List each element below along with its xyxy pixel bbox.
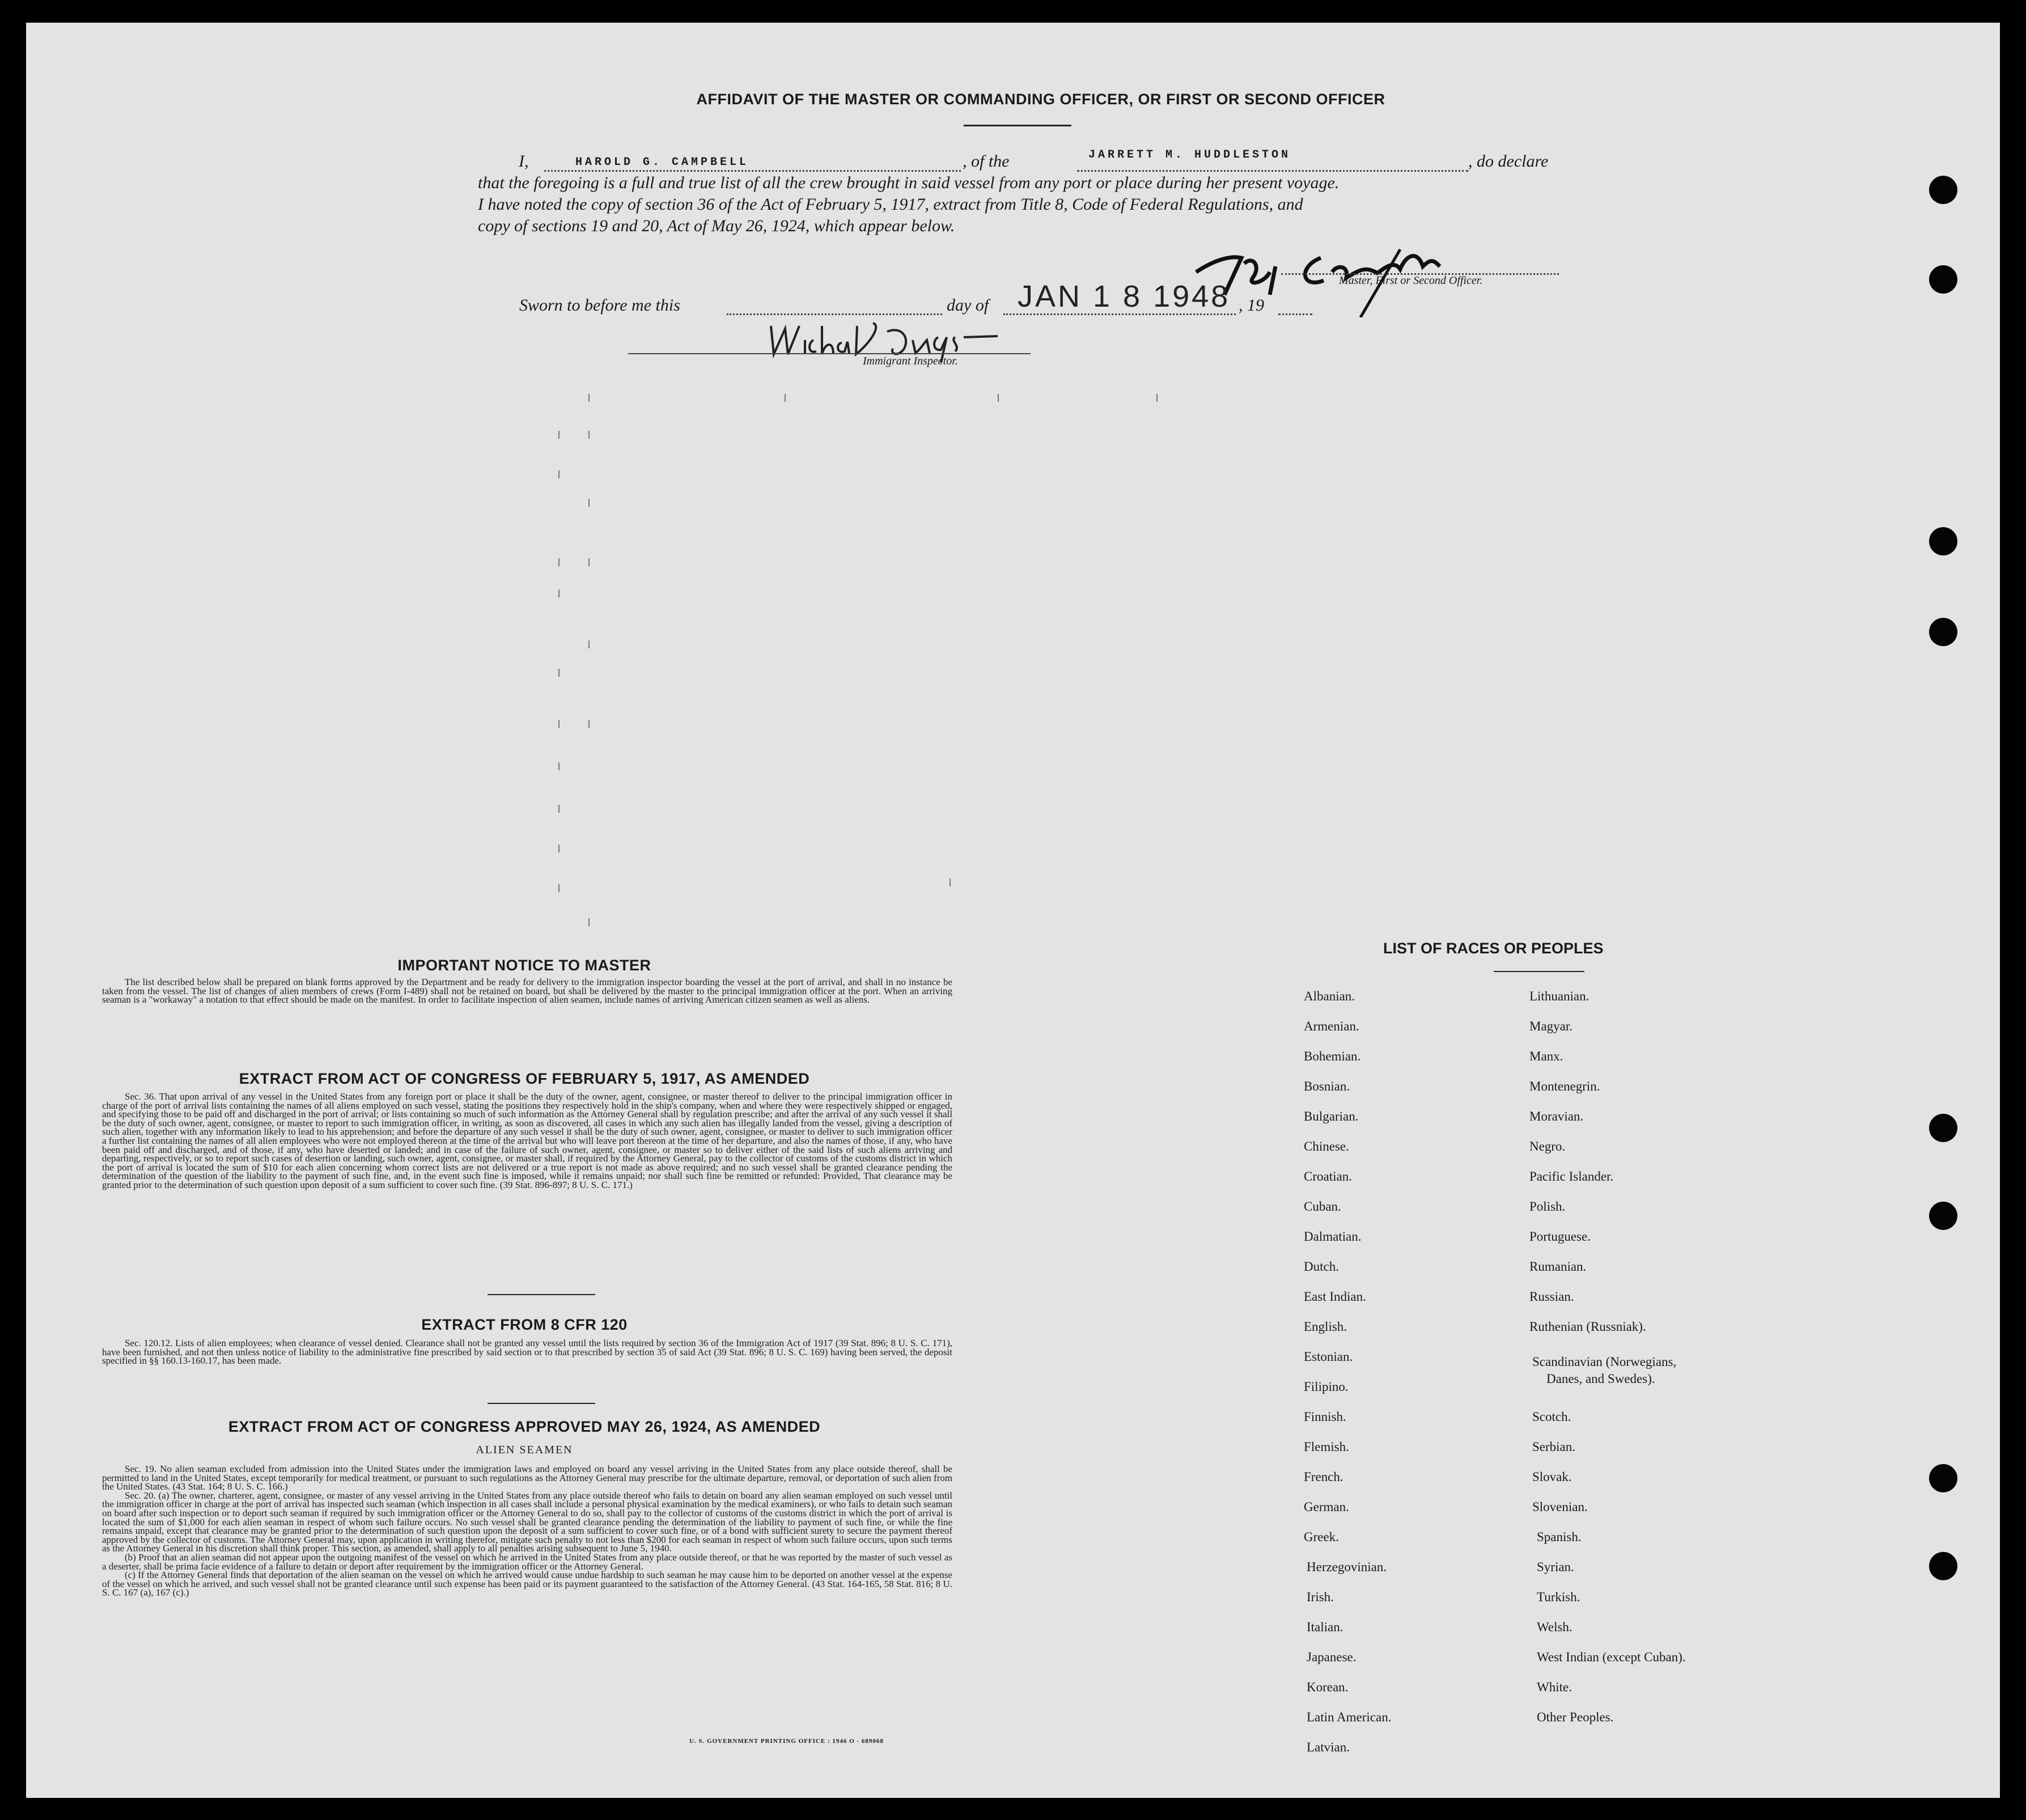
title-rule xyxy=(964,125,1071,126)
tick-mark xyxy=(558,669,560,677)
race-left-item: East Indian. xyxy=(1304,1289,1366,1304)
tick-mark xyxy=(558,884,560,892)
race-left-item: Dalmatian. xyxy=(1304,1229,1362,1244)
race-right-item: Lithuanian. xyxy=(1529,989,1590,1003)
race-left-item: Albanian. xyxy=(1304,989,1355,1003)
race-right-item: Scotch. xyxy=(1532,1410,1571,1424)
tick-mark xyxy=(558,762,560,770)
race-right-item: Polish. xyxy=(1529,1199,1566,1214)
affidavit-line-4: copy of sections 19 and 20, Act of May 26, 1924, which appear below. xyxy=(478,217,955,235)
section-20c-paragraph: (c) If the Attorney General finds that deportation of the alien seaman on the vessel on which he arrived would cause undue hardship to such seaman he may cause him to be deported on another vessel at the expense of the vessel on which he arrived, and such vessel shall not be granted clearance until such expense has been paid or its payment guaranteed to the satisfaction of the Attorney General. (43 Stat. 164-165, 58 Stat. 816; 8 U. S. C. 167 (a), 167 (c).) xyxy=(102,1569,952,1598)
tick-mark xyxy=(588,720,590,728)
tick-mark xyxy=(558,431,560,439)
notice-body xyxy=(102,978,952,1004)
race-right-item: Negro. xyxy=(1529,1139,1566,1153)
punch-hole xyxy=(1929,1202,1957,1230)
race-right-item: Slovenian. xyxy=(1532,1500,1588,1514)
race-left-item: Cuban. xyxy=(1304,1199,1341,1214)
race-right-item: Turkish. xyxy=(1537,1590,1580,1604)
race-left-item: Chinese. xyxy=(1304,1139,1349,1153)
race-right-item: Russian. xyxy=(1529,1289,1574,1304)
tick-mark xyxy=(785,394,786,402)
race-right-item: Portuguese. xyxy=(1529,1229,1591,1244)
tick-mark xyxy=(558,720,560,728)
race-left-item: Finnish. xyxy=(1304,1410,1346,1424)
inspector-caption: Immigrant Inspector. xyxy=(863,355,958,367)
race-right-item: Serbian. xyxy=(1532,1440,1576,1454)
race-right-item: Syrian. xyxy=(1537,1560,1574,1574)
race-right-item: Pacific Islander. xyxy=(1529,1169,1614,1183)
notice-paragraph: The list described below shall be prepared on blank forms approved by the Department and be ready for delivery to the immigration inspector boarding the vessel at the port of arrival, and shall in no instance be taken from the vessel. The list of changes of alien members of crews (Form I-489) shall not be retained on board, but shall be delivered by the master to the principal immigration officer at the port. When an arriving seaman is a "workaway" a notation to that effect should be made on the manifest. In order to facilitate inspection of alien seamen, include names of arriving American citizen seamen as well as aliens. xyxy=(102,977,952,1006)
race-left-item: English. xyxy=(1304,1320,1347,1334)
punch-hole xyxy=(1929,1114,1957,1142)
tick-mark xyxy=(558,845,560,852)
race-left-item: Estonian. xyxy=(1304,1350,1353,1364)
race-right-item: Ruthenian (Russniak). xyxy=(1529,1320,1646,1334)
race-left-item: Dutch. xyxy=(1304,1259,1339,1274)
section-120-paragraph: Sec. 120.12. Lists of alien employees; when clearance of vessel denied. Clearance shall not be granted any vessel until the lists required by section 36 of the Immigration Act of 1917 (39 Stat. 896; 8 U. S. C. 171), have been furnished, and not then unless notice of liability to the administrative fine prescribed by said section or to that prescribed by section 35 of said Act (39 Stat. 896; 8 U. S. C. 169) having been served, the deposit specified in §§ 160.13-160.17, has been made. xyxy=(102,1338,952,1367)
divider xyxy=(488,1403,595,1404)
race-left-item: Croatian. xyxy=(1304,1169,1352,1183)
printer-imprint: U. S. GOVERNMENT PRINTING OFFICE : 1946 O - 689068 xyxy=(689,1738,884,1745)
section-19-paragraph: Sec. 19. No alien seaman excluded from admission into the United States under the immigration laws and employed on board any vessel arriving in the United States from any place outside thereof, shall be permitted to land in the United States, except temporarily for medical treatment, or pursuant to such regulations as the Attorney General may prescribe for the ultimate departure, removal, or deportation of such alien from the United States. (43 Stat. 164; 8 U. S. C. 166.) xyxy=(102,1463,952,1492)
race-left-item: Armenian. xyxy=(1304,1019,1359,1033)
tick-mark xyxy=(998,394,999,402)
race-right-item: Magyar. xyxy=(1529,1019,1573,1033)
race-right-item: West Indian (except Cuban). xyxy=(1537,1650,1686,1664)
extract-cfr-title: EXTRACT FROM 8 CFR 120 xyxy=(421,1316,628,1333)
alien-seamen-subtitle: ALIEN SEAMEN xyxy=(476,1444,573,1456)
race-left-item: Italian. xyxy=(1307,1620,1343,1634)
declarant-name: HAROLD G. CAMPBELL xyxy=(575,156,749,169)
punch-hole xyxy=(1929,1464,1957,1492)
race-right-item: Slovak. xyxy=(1532,1470,1572,1484)
races-title: LIST OF RACES OR PEOPLES xyxy=(1383,940,1604,957)
race-right-item: Spanish. xyxy=(1537,1530,1582,1544)
race-left-item: Korean. xyxy=(1307,1680,1349,1694)
tick-mark xyxy=(588,918,590,926)
affidavit-line-3: I have noted the copy of section 36 of the Act of February 5, 1917, extract from Title 8, Code of Federal Regulations, and xyxy=(478,195,1303,214)
punch-hole xyxy=(1929,1552,1957,1580)
section-20a-paragraph: Sec. 20. (a) The owner, charterer, agent, consignee, or master of any vessel arriving in the United States from any place outside thereof who fails to detain on board any alien seaman employed on such vessel until the immigration officer in charge at the port of arrival has inspected such seaman (which inspection in all cases shall include a personal physical examination by the medical examiners), or who fails to detain such seaman on board after such inspection or to deport such seaman if required by such immigration officer or the Attorney General to do so, shall pay to the collector of customs of the customs district in which the port of arrival is located the sum of $1,000 for each alien seaman in respect of whom such failure occurs. No such vessel shall be granted clearance pending the determination of the liability to payment of such fine, or while the fine remains unpaid, except that clearance may be granted prior to the determination of such question upon the deposit of a sum sufficient to cover such fine, or of a bond with sufficient surety to secure the payment thereof approved by the collector of customs. The Attorney General may, upon application in writing therefor, mitigate such penalty to not less than $200 for each seaman in respect of whom such failure occurs, upon such terms as the Attorney General in his discretion shall think proper. This section, as amended, shall apply to all penalties arising subsequent to June 5, 1940. xyxy=(102,1490,952,1554)
punch-hole xyxy=(1929,265,1957,294)
race-left-item: Latvian. xyxy=(1307,1740,1350,1754)
races-title-rule xyxy=(1494,971,1584,972)
race-left-item: Filipino. xyxy=(1304,1380,1349,1394)
tick-mark xyxy=(588,499,590,507)
extract-1917-body xyxy=(102,1092,952,1190)
vessel-name: JARRETT M. HUDDLESTON xyxy=(1088,149,1291,162)
race-left-item: Irish. xyxy=(1307,1590,1334,1604)
year-label: , 19 xyxy=(1239,296,1264,315)
extract-1924-body xyxy=(102,1465,952,1597)
race-left-item: Herzegovinian. xyxy=(1307,1560,1387,1574)
race-right-item: Moravian. xyxy=(1529,1109,1584,1123)
of-the-label: , of the xyxy=(963,152,1010,171)
tick-mark xyxy=(1156,394,1158,402)
affidavit-line-1 xyxy=(519,152,529,171)
race-right-item: Scandinavian (Norwegians, xyxy=(1532,1355,1677,1369)
tick-mark xyxy=(588,394,590,402)
race-right-item: Danes, and Swedes). xyxy=(1546,1372,1655,1386)
race-left-item: German. xyxy=(1304,1500,1349,1514)
extract-1924-title: EXTRACT FROM ACT OF CONGRESS APPROVED MAY 26, 1924, AS AMENDED xyxy=(228,1418,821,1435)
race-right-item: Montenegrin. xyxy=(1529,1079,1600,1093)
race-left-item: Latin American. xyxy=(1307,1710,1392,1724)
affidavit-line-2: that the foregoing is a full and true list of all the crew brought in said vessel from any port or place during her present voyage. xyxy=(478,173,1340,192)
extract-cfr-body xyxy=(102,1339,952,1365)
extract-1917-title: EXTRACT FROM ACT OF CONGRESS OF FEBRUARY 5, 1917, AS AMENDED xyxy=(239,1070,810,1087)
race-left-item: Bohemian. xyxy=(1304,1049,1361,1063)
affidavit-title: AFFIDAVIT OF THE MASTER OR COMMANDING OFFICER, OR FIRST OR SECOND OFFICER xyxy=(696,91,1385,108)
master-caption: Master, First or Second Officer. xyxy=(1339,274,1483,287)
inspector-signature-line xyxy=(628,353,1031,354)
sworn-label: Sworn to before me this xyxy=(519,296,680,315)
vessel-blank xyxy=(1077,170,1468,172)
notice-title: IMPORTANT NOTICE TO MASTER xyxy=(397,957,651,974)
date-stamp: JAN 1 8 1948 xyxy=(1018,279,1231,313)
section-36-paragraph: Sec. 36. That upon arrival of any vessel in the United States from any foreign port or place it shall be the duty of the owner, agent, consignee, or master thereof to deliver to the principal immigration officer in charge of the port of arrival lists containing the names of all aliens employed on such vessel, stating the positions they respectively hold in the ship's company, when and where they were respectively shipped or engaged, and specifying those to be paid off and discharged in the port of arrival; or lists containing so much of such information as the Attorney General shall by regulation prescribe; and after the arrival of any such vessel it shall be the duty of such owner, agent, consignee, or master to report to such immigration officer, in writing, as soon as discovered, all cases in which any such alien has illegally landed from the vessel, giving a description of such alien, together with any information likely to lead to his apprehension; and before the departure of any such vessel it shall be the duty of such owner, agent, consignee, or master to deliver to such immigration officer a further list containing the names of all alien employees who were not employed thereon at the time of the arrival but who will leave port thereon at the time of her departure, and also the names of those, if any, who have been paid off and discharged, and of those, if any, who have deserted or landed; and in case of the failure of such owner, agent, consignee, or master so to deliver either of the said lists of such aliens arriving and departing, respectively, or so to report such cases of desertion or landing, such owner, agent, consignee, or master shall, if required by the Attorney General, pay to the collector of customs of the customs district in which the port of arrival is located the sum of $10 for each alien concerning whom correct lists are not delivered or a true report is not made as above required; and no such vessel shall be granted clearance pending the determination of the question of the liability to the payment of such fine, and, in the event such fine is imposed, while it remains unpaid; nor shall such fine be remitted or refunded: Provided, That clearance may be granted prior to the determination of such question upon deposit of a sum sufficient to cover such fine. (39 Stat. 896-897; 8 U. S. C. 171.) xyxy=(102,1091,952,1190)
race-right-item: Welsh. xyxy=(1537,1620,1573,1634)
tick-mark xyxy=(558,589,560,597)
sworn-year-blank xyxy=(1278,313,1312,315)
race-left-item: Bosnian. xyxy=(1304,1079,1350,1093)
punch-hole xyxy=(1929,527,1957,555)
tick-mark xyxy=(588,431,590,439)
race-left-item: French. xyxy=(1304,1470,1343,1484)
i-label: I, xyxy=(519,152,529,171)
tick-mark xyxy=(588,640,590,648)
race-left-item: Flemish. xyxy=(1304,1440,1349,1454)
race-left-item: Greek. xyxy=(1304,1530,1339,1544)
divider xyxy=(488,1294,595,1295)
declare-label: , do declare xyxy=(1468,152,1549,171)
race-right-item: Rumanian. xyxy=(1529,1259,1587,1274)
tick-mark xyxy=(950,879,951,886)
name-blank xyxy=(544,170,961,172)
punch-hole xyxy=(1929,176,1957,204)
race-left-item: Japanese. xyxy=(1307,1650,1357,1664)
race-right-item: Manx. xyxy=(1529,1049,1563,1063)
race-right-item: White. xyxy=(1537,1680,1572,1694)
tick-mark xyxy=(588,558,590,566)
tick-mark xyxy=(558,470,560,478)
tick-mark xyxy=(558,805,560,813)
race-right-item: Other Peoples. xyxy=(1537,1710,1614,1724)
tick-mark xyxy=(558,558,560,566)
day-of-label: day of xyxy=(947,296,989,315)
race-left-item: Bulgarian. xyxy=(1304,1109,1359,1123)
section-20b-paragraph: (b) Proof that an alien seaman did not appear upon the outgoing manifest of the vessel on which he arrived in the United States from any place outside thereof, or that he was reported by the master of such vessel as a deserter, shall be prima facie evidence of a failure to detain or deport after requirement by the immigration officer or the Attorney General. xyxy=(102,1551,952,1572)
punch-hole xyxy=(1929,618,1957,646)
